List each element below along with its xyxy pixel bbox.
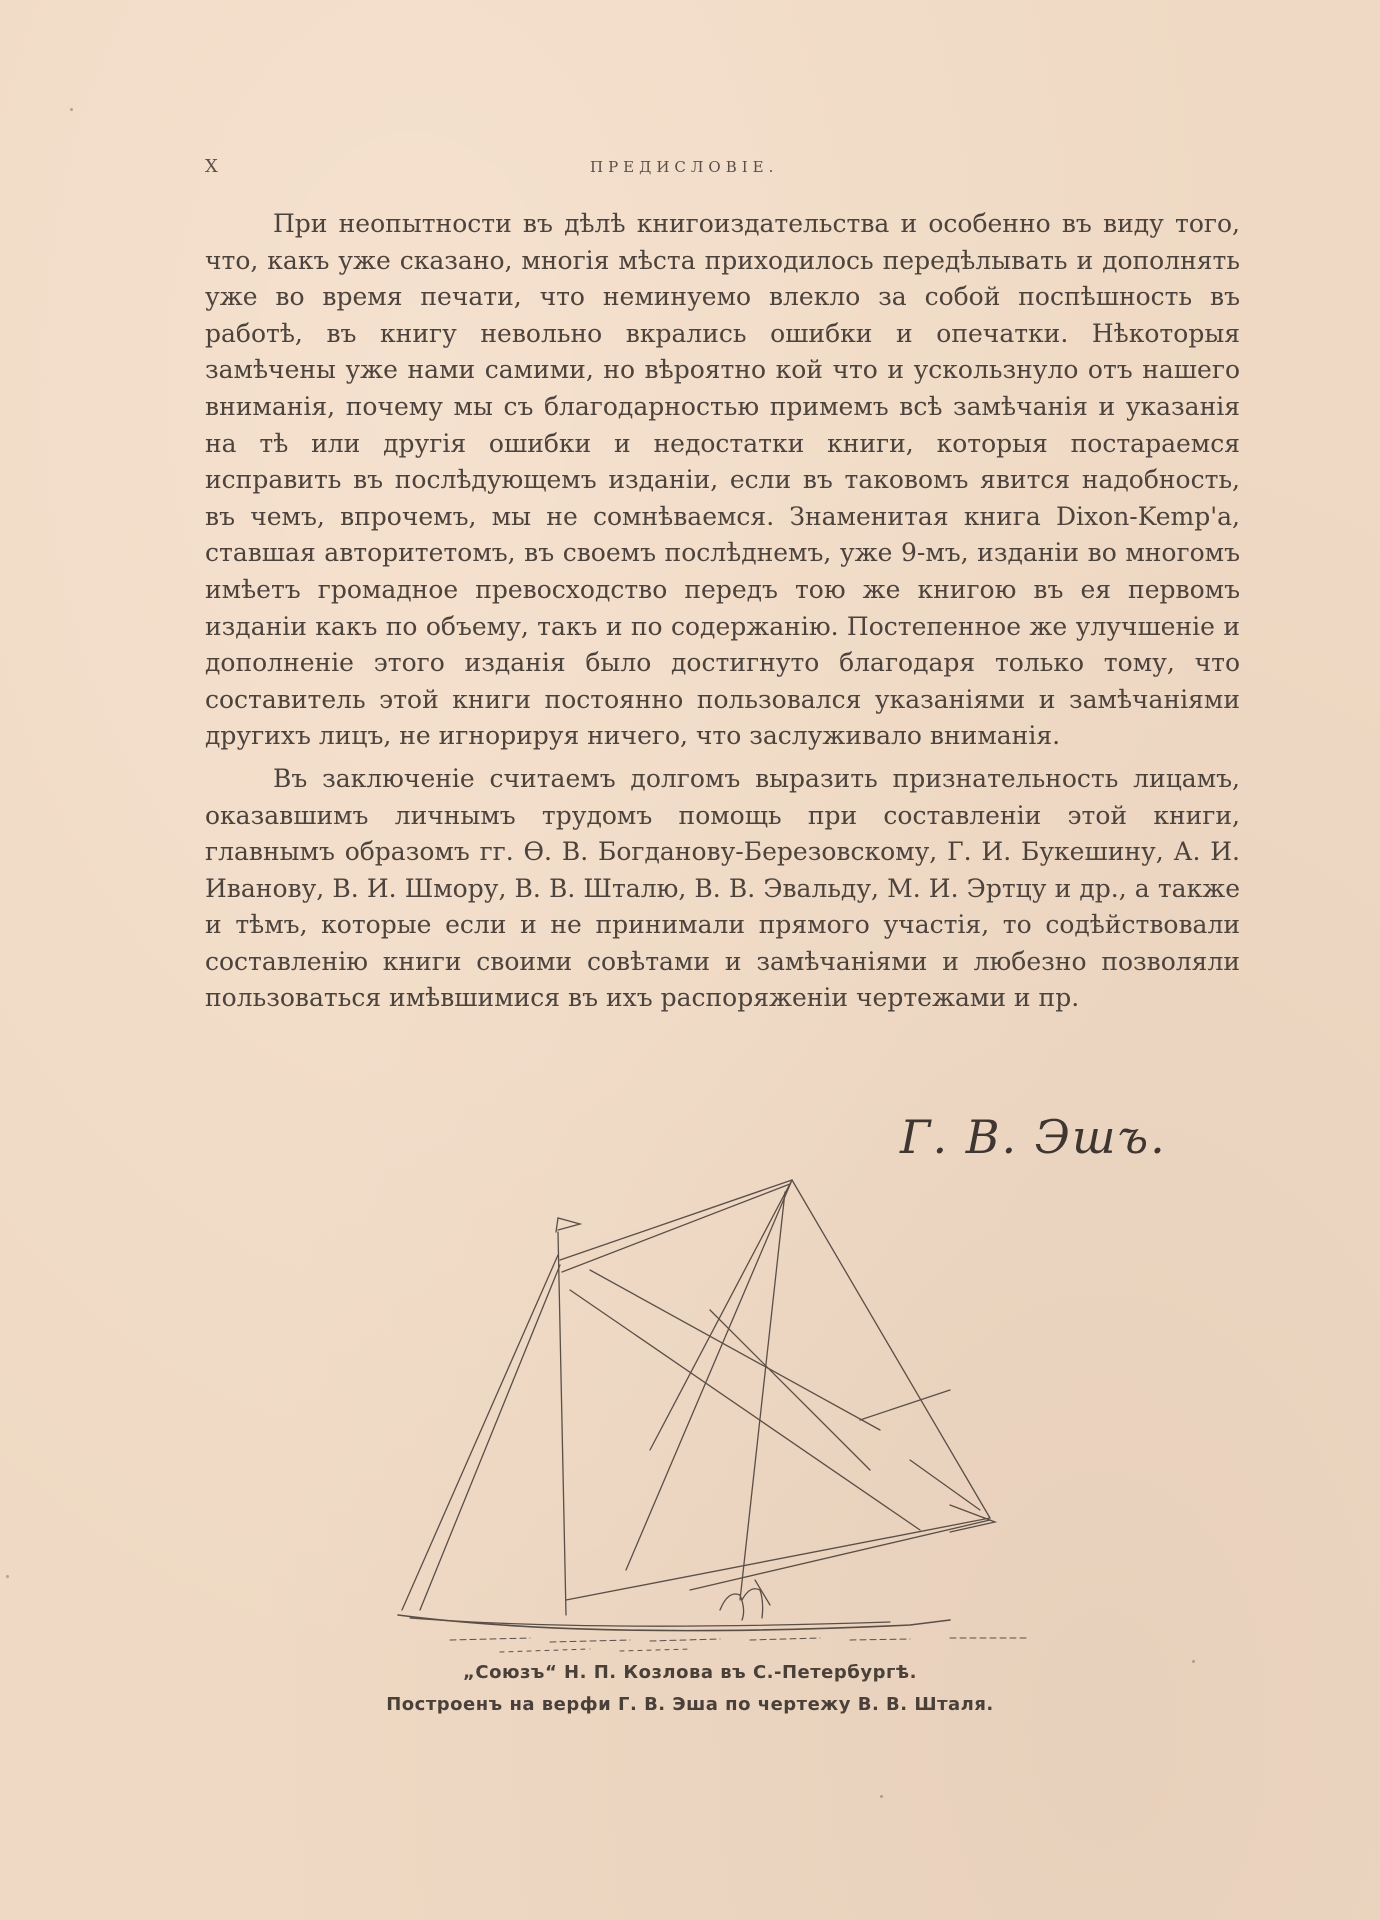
forestay [402, 1255, 558, 1610]
boom-spar [566, 1518, 990, 1600]
leech-line [792, 1180, 990, 1518]
gaff-spar [560, 1180, 792, 1260]
mast-line [558, 1232, 566, 1615]
paper-speck [1192, 1660, 1195, 1663]
pennant-flag [556, 1218, 580, 1232]
caption-line-2: Построенъ на верфи Г. В. Эша по чертежу В. В. Шталя. [386, 1694, 994, 1715]
paragraph-2: Въ заключеніе считаемъ долгомъ выразить признательность лицамъ, оказавшимъ личнымъ трудомъ помощь при составленіи этой книги, главнымъ образомъ гг. Ѳ. В. Богданову-Березовскому, Г. И. Букешину, А. И. Иванову, В. И. Шмору, В. В. Шталю, В. В. Эвальду, М. И. Эртцу и др., а также и тѣмъ, которые если и не принимали прямого участія, то содѣйствовали составленію книги своими совѣтами и замѣчаніями и любезно позволяли пользоваться имѣвшимися въ ихъ распоряженіи чертежами и пр. [205, 763, 1240, 1013]
paper-speck [880, 1795, 883, 1798]
author-signature: Г. В. Эшъ. [900, 1110, 1167, 1164]
running-head: ПРЕДИСЛОВІЕ. [590, 158, 779, 176]
caption-line-1: „Союзъ“ Н. П. Козлова въ С.-Петербургѣ. [463, 1662, 917, 1683]
paper-speck [70, 108, 73, 111]
preface-text [205, 206, 1240, 1017]
paper-speck [6, 1575, 9, 1578]
page-folio: X [205, 156, 219, 177]
paragraph-1: При неопытности въ дѣлѣ книгоиздательства и особенно въ виду того, что, какъ уже сказано, многія мѣста приходилось передѣлывать и дополнять уже во время печати, что неминуемо влекло за собой поспѣшность въ работѣ, въ книгу невольно вкрались ошибки и опечатки. Нѣкоторыя замѣчены уже нами самими, но вѣроятно кой что и ускользнуло отъ нашего вниманія, почему мы съ благодарностью примемъ всѣ замѣчанія и указанія на тѣ или другія ошибки и недостатки книги, которыя постараемся исправить въ послѣдующемъ изданіи, если въ таковомъ явится надобность, въ чемъ, впрочемъ, мы не сомнѣваемся. Знаменитая книга Dixon-Kemp'а, ставшая авторитетомъ, въ своемъ послѣднемъ, уже 9-мъ, изданіи во многомъ имѣетъ громадное превосходство передъ тою же книгою въ ея первомъ изданіи какъ по объему, такъ и по содержанію. Постепенное же улучшеніе и дополненіе этого изданія было достигнуто благодаря только тому, что составитель этой книги постоянно пользовался указаніями и замѣчаніями другихъ лицъ, не игнорируя ничего, что заслуживало вниманія. [205, 209, 1240, 751]
sailboat-engraving-icon [390, 1170, 1050, 1660]
